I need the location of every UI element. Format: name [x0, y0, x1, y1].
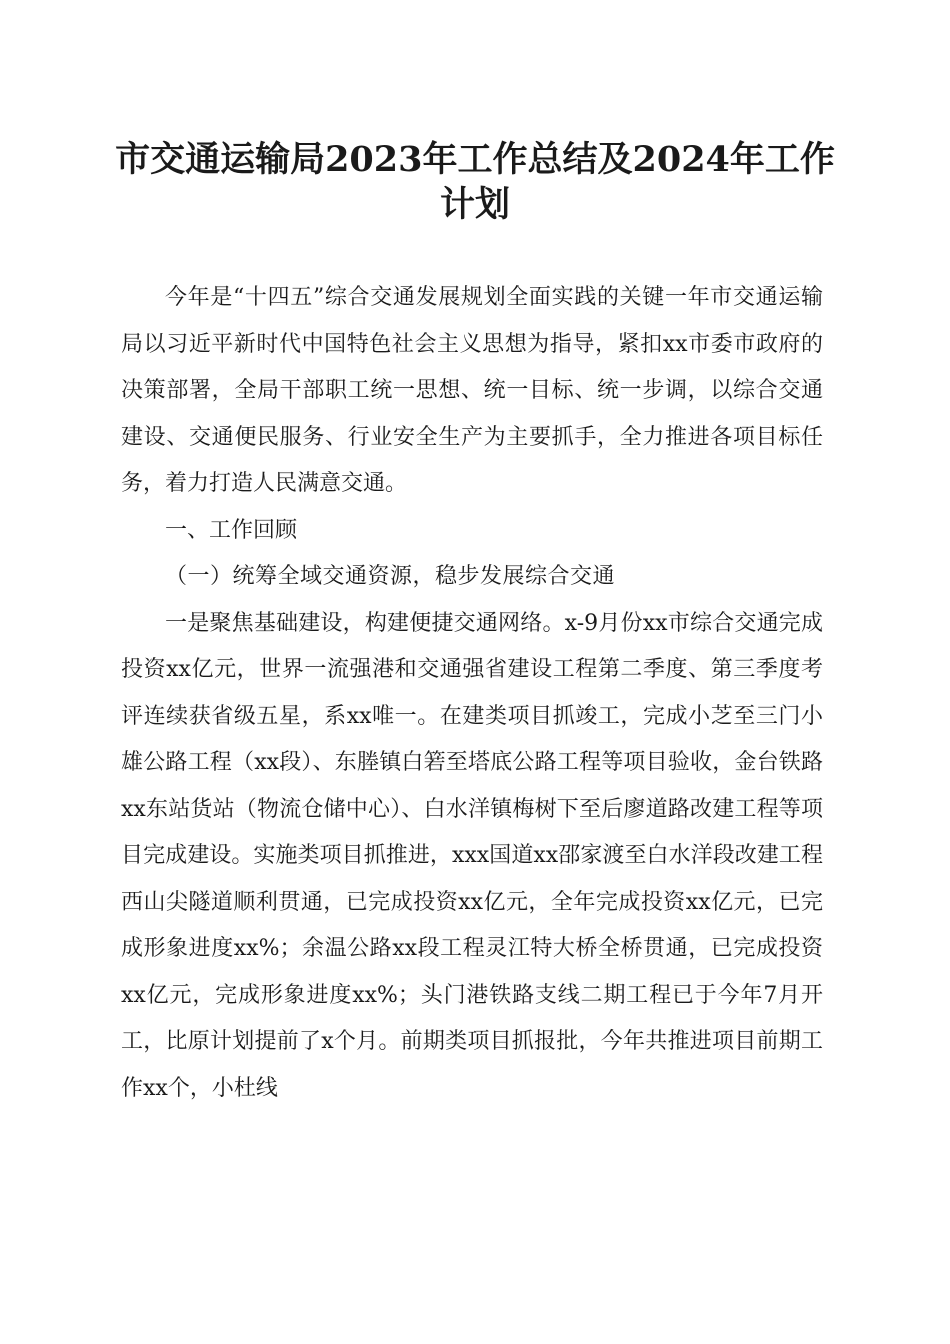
paragraph-body: x-9月份xx市综合交通完成投资xx亿元，世界一流强港和交通强省建设工程第二季度、第三季度考评连续获省级五星，系xx唯一。在建类项目抓竣工，完成小芝至三门小雄公路工程（xx段）、东塍镇白箬至塔底公路工程等项目验收，金台铁路xx东站货站（物流仓储中心）、白水洋镇梅树下至后廖道路改建工程等项目完成建设。实施类项目抓推进，xxx国道xx邵家渡至白水洋段改建工程西山尖隧道顺利贯通，已完成投资xx亿元，全年完成投资xx亿元，已完成形象进度xx%；余温公路xx段工程灵江特大桥全桥贯通，已完成投资xx亿元，完成形象进度xx%；头门港铁路支线二期工程已于今年7月开工，比原计划提前了x个月。前期类项目抓报批，今年共推进项目前期工作xx个，小杜线 [121, 610, 823, 1101]
subsection-heading-integrated-transport: （一）统筹全域交通资源，稳步发展综合交通 [165, 564, 616, 589]
paragraph-infrastructure [121, 601, 823, 1113]
section-heading-work-review: 一、工作回顾 [165, 517, 298, 543]
document-title-line2: 计划 [439, 184, 510, 225]
document-title-line1: 市交通运输局2023年工作总结及2024年工作 [115, 139, 835, 180]
document-body [121, 275, 823, 1112]
paragraph-lead: 一是聚焦基础建设，构建便捷交通网络。 [165, 610, 565, 636]
intro-paragraph: 今年是“十四五”综合交通发展规划全面实践的关键一年市交通运输局以习近平新时代中国特色社会主义思想为指导，紧扣xx市委市政府的决策部署，全局干部职工统一思想、统一目标、统一步调，以综合交通建设、交通便民服务、行业安全生产为主要抓手，全力推进各项目标任务，着力打造人民满意交通。 [121, 285, 823, 496]
